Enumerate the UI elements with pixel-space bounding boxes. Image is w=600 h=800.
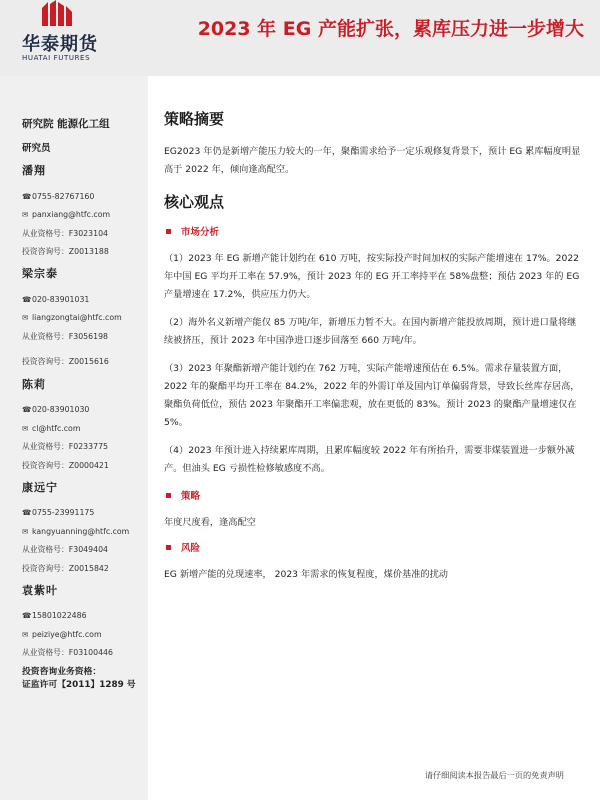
analyst-card bbox=[22, 376, 142, 475]
report-title: 2023 年 EG 产能扩张，累库压力进一步增大 bbox=[197, 18, 584, 40]
role-label: 研究员 bbox=[22, 143, 51, 154]
phone-icon: ☎ bbox=[22, 405, 32, 415]
email-icon: ✉ bbox=[22, 313, 29, 323]
analyst-email: ✉ panxiang@htfc.com bbox=[22, 210, 111, 220]
analyst-phone: ☎ 020-83901031 bbox=[22, 294, 90, 304]
market-point: （2）海外名义新增产能仅 85 万吨/年，新增压力暂不大。在国内新增产能投放周期，预计进口量将继续被挤压，预计 2023 年中国净进口逐步回落至 660 万吨/年。 bbox=[164, 317, 577, 346]
sidebar-content bbox=[22, 116, 142, 692]
market-point: （1）2023 年 EG 新增产能计划约在 610 万吨，按实际投产时间加权的实际产能增速在 17%。2022 年中国 EG 平均开工率在 57.9%，预计 2023 年的 EG 开工率持平在 58%盘整；预估 2023 年的 EG 产量增速在 17.2%，供应压力仍大。 bbox=[164, 253, 580, 300]
huatai-logo-icon bbox=[38, 0, 74, 26]
analyst-cert: 从业资格号：F3049404 bbox=[22, 545, 108, 555]
market-point: （3）2023 年聚酯新增产能计划约在 762 万吨，实际产能增速预估在 6.5%。需求存量装置方面，2022 年的聚酯平均开工率在 84.2%，2022 年的外需订单及国内订单偏弱背景，导致长丝库存居高，聚酯负荷低位，预估 2023 年聚酯开工率偏悲观，放在更低的 83%。预计 2023 的聚酯产量增速仅在 5%。 bbox=[164, 363, 580, 428]
core-views-heading: 核心观点 bbox=[164, 193, 225, 211]
summary-heading: 策略摘要 bbox=[164, 110, 225, 128]
analyst-advisor: 投资咨询号：Z0015616 bbox=[22, 356, 109, 366]
analyst-email: ✉ liangzongtai@htfc.com bbox=[22, 313, 122, 323]
analyst-card bbox=[22, 265, 142, 372]
analyst-email: ✉ cl@htfc.com bbox=[22, 423, 81, 433]
page-header bbox=[0, 0, 600, 76]
analyst-phone: ☎ 15801022486 bbox=[22, 611, 87, 621]
red-square-bullet-icon bbox=[166, 545, 171, 550]
risk-heading: 风险 bbox=[166, 540, 584, 554]
analyst-phone: ☎ 0755-82767160 bbox=[22, 191, 95, 201]
email-icon: ✉ bbox=[22, 526, 29, 536]
analyst-cert: 从业资格号：F3023104 bbox=[22, 228, 108, 238]
analyst-card bbox=[22, 582, 142, 663]
red-square-bullet-icon bbox=[166, 493, 171, 498]
email-icon: ✉ bbox=[22, 629, 29, 639]
analyst-advisor: 投资咨询号：Z0015842 bbox=[22, 563, 109, 573]
license-info bbox=[22, 666, 142, 692]
disclaimer-footer: 请仔细阅读本报告最后一页的免责声明 bbox=[424, 770, 564, 780]
phone-icon: ☎ bbox=[22, 508, 32, 518]
analyst-email: ✉ peiziye@htfc.com bbox=[22, 629, 102, 639]
summary-text: EG2023 年仍是新增产能压力较大的一年，聚酯需求给予一定乐观修复背景下，预计 EG 累库幅度明显高于 2022 年，倾向逢高配空。 bbox=[164, 146, 581, 175]
analyst-phone: ☎ 020-83901030 bbox=[22, 405, 90, 415]
analyst-cert: 从业资格号：F03100446 bbox=[22, 648, 113, 658]
red-square-bullet-icon bbox=[166, 229, 171, 234]
analyst-name: 潘翔 bbox=[22, 164, 46, 177]
department-label: 研究院 能源化工组 bbox=[22, 118, 110, 130]
analyst-name: 袁紫叶 bbox=[22, 583, 58, 597]
analyst-phone: ☎ 0755-23991175 bbox=[22, 508, 95, 518]
analyst-name: 康远宁 bbox=[22, 480, 58, 494]
analyst-cert: 从业资格号：F3056198 bbox=[22, 331, 108, 341]
market-analysis-heading: 市场分析 bbox=[166, 224, 584, 238]
phone-icon: ☎ bbox=[22, 294, 32, 304]
report-body bbox=[164, 108, 584, 590]
phone-icon: ☎ bbox=[22, 191, 32, 201]
license-value: 证监许可【2011】1289 号 bbox=[22, 680, 136, 690]
market-point: （4）2023 年预计进入持续累库周期，且累库幅度较 2022 年有所抬升，需要非煤装置进一步额外减产。但油头 EG 亏损性检修敏感度不高。 bbox=[164, 445, 575, 474]
analyst-cert: 从业资格号：F0233775 bbox=[22, 442, 108, 452]
logo-english-name: HUATAI FUTURES bbox=[22, 54, 91, 62]
analyst-advisor: 投资咨询号：Z0013188 bbox=[22, 247, 109, 257]
analyst-name: 陈莉 bbox=[22, 377, 46, 391]
email-icon: ✉ bbox=[22, 210, 29, 220]
strategy-text: 年度尺度看，逢高配空 bbox=[164, 517, 256, 528]
email-icon: ✉ bbox=[22, 423, 29, 433]
analyst-name: 梁宗泰 bbox=[22, 267, 58, 280]
logo-chinese-name: 华泰期货 bbox=[22, 34, 98, 55]
analyst-card bbox=[22, 479, 142, 578]
risk-text: EG 新增产能的兑现速率， 2023 年需求的恢复程度，煤价基准的扰动 bbox=[164, 569, 448, 580]
license-label: 投资咨询业务资格： bbox=[22, 667, 102, 677]
strategy-heading: 策略 bbox=[166, 488, 584, 502]
phone-icon: ☎ bbox=[22, 611, 32, 621]
analyst-email: ✉ kangyuanning@htfc.com bbox=[22, 526, 130, 536]
company-logo bbox=[16, 0, 126, 76]
analyst-card bbox=[22, 162, 142, 261]
analyst-advisor: 投资咨询号：Z0000421 bbox=[22, 460, 109, 470]
analyst-sidebar bbox=[0, 76, 148, 800]
